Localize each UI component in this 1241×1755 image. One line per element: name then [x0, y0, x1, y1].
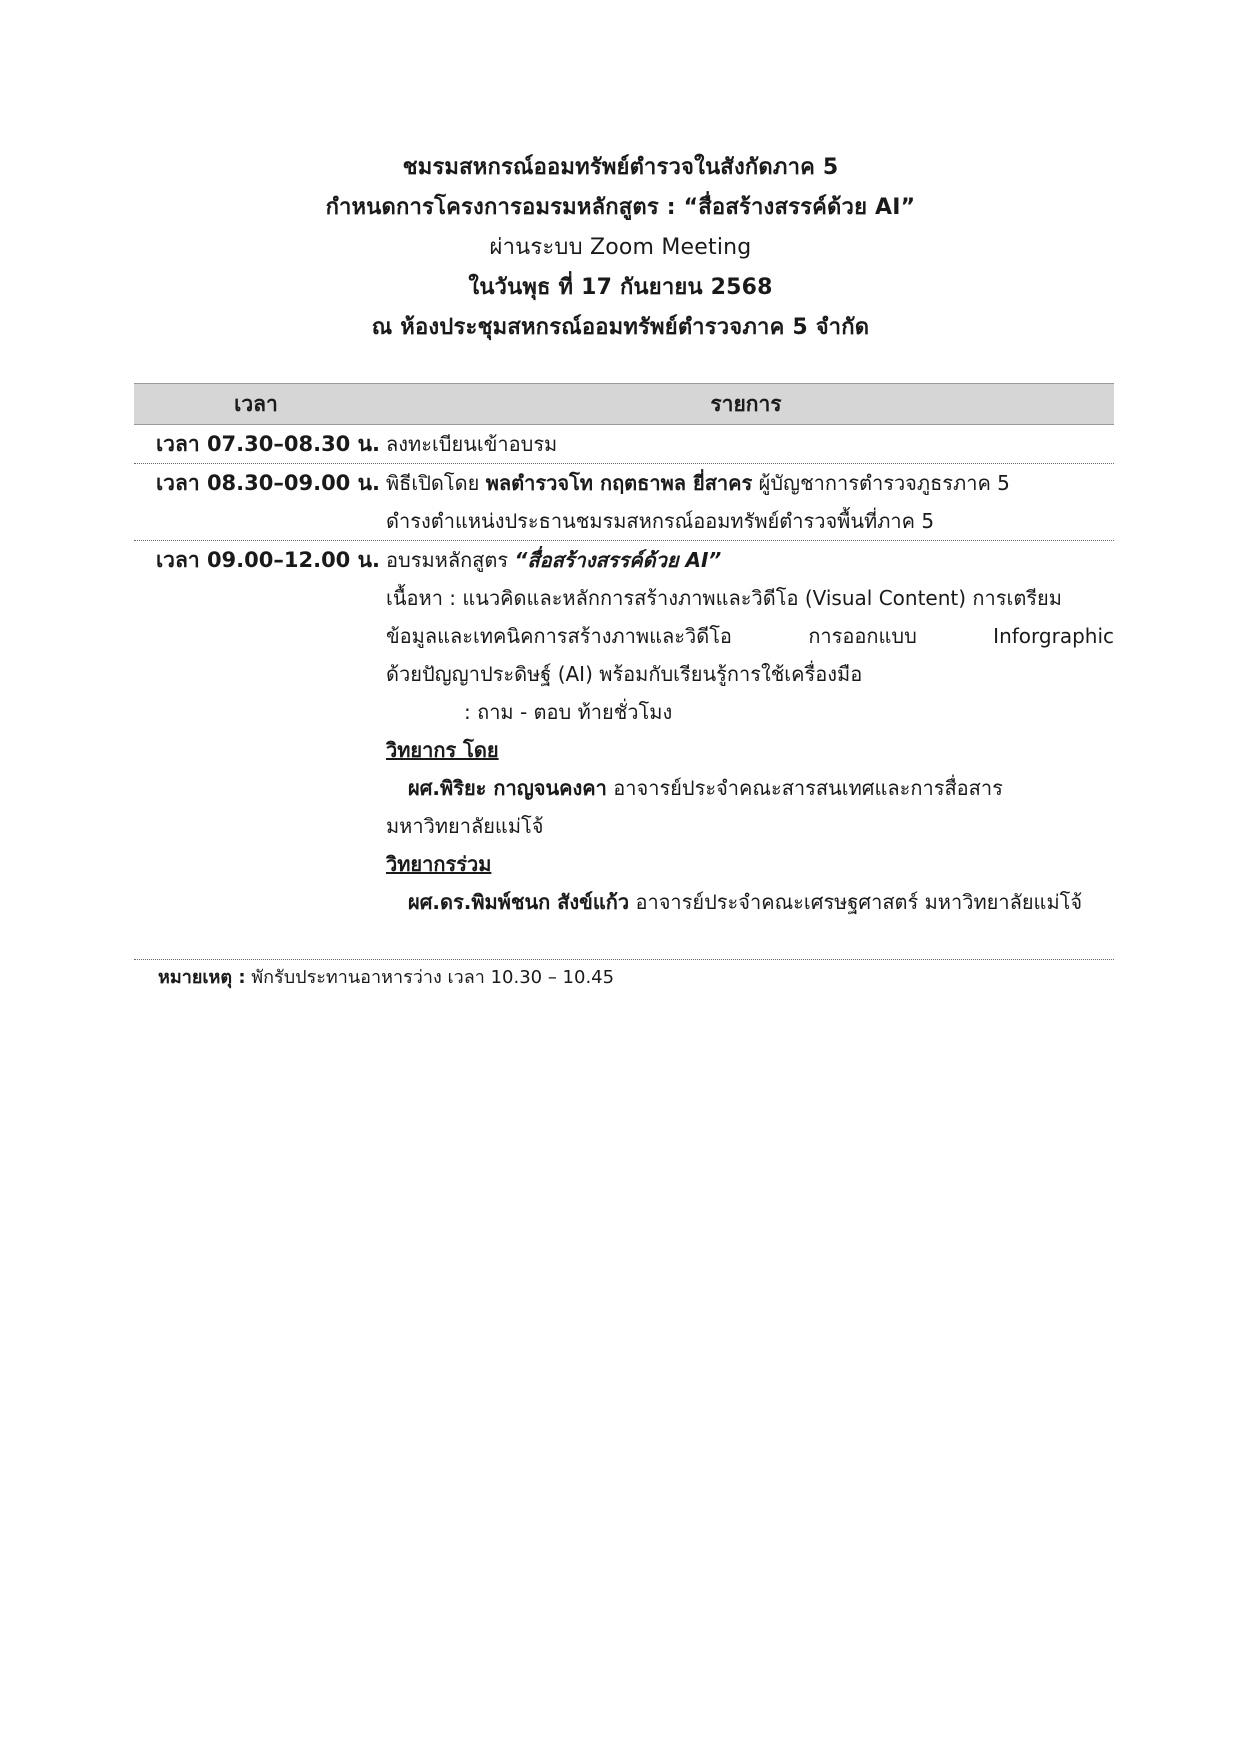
- footnote: [158, 962, 614, 991]
- course-line: [386, 541, 1114, 579]
- co-speaker-line: [386, 883, 1114, 921]
- speaker-label: วิทยากร โดย: [386, 738, 499, 762]
- co-speaker-name: ผศ.ดร.พิมพ์ชนก สังข์แก้ว: [408, 890, 630, 914]
- registration-text: ลงทะเบียนเข้าอบรม: [386, 432, 558, 456]
- row-time: เวลา 07.30–08.30 น.: [156, 432, 380, 456]
- row-item: [370, 541, 1114, 921]
- co-speaker-label: วิทยากรร่วม: [386, 852, 492, 876]
- speaker-line: [386, 769, 1114, 807]
- header-line-organization: ชมรมสหกรณ์ออมทรัพย์ตำรวจในสังกัดภาค 5: [402, 155, 839, 180]
- table-row: [134, 425, 1114, 464]
- table-header-row: [134, 383, 1114, 425]
- speaker-name: ผศ.พิริยะ กาญจนคงคา: [408, 776, 607, 800]
- co-speaker-title: อาจารย์ประจำคณะเศรษฐศาสตร์ มหาวิทยาลัยแม่โจ้: [629, 890, 1083, 914]
- speaker-title: อาจารย์ประจำคณะสารสนเทศและการสื่อสาร: [606, 776, 1003, 800]
- footnote-text: พักรับประทานอาหารว่าง เวลา 10.30 – 10.45: [245, 967, 615, 988]
- qa-line: : ถาม - ตอบ ท้ายชั่วโมง: [464, 700, 673, 724]
- header-line-venue: ณ ห้องประชุมสหกรณ์ออมทรัพย์ตำรวจภาค 5 จำกัด: [371, 315, 870, 340]
- header-line-program: กำหนดการโครงการอมรมหลักสูตร : “สื่อสร้างสรรค์ด้วย AI”: [325, 195, 916, 220]
- row-time: เวลา 09.00–12.00 น.: [156, 548, 380, 572]
- column-header-item: รายการ: [710, 391, 782, 416]
- course-name: “สื่อสร้างสรรค์ด้วย AI”: [514, 548, 722, 572]
- presider-position: ดำรงตำแหน่งประธานชมรมสหกรณ์ออมทรัพย์ตำรวจพื้นที่ภาค 5: [386, 509, 935, 533]
- header-line-platform: ผ่านระบบ Zoom Meeting: [489, 235, 752, 260]
- column-header-time: เวลา: [234, 391, 278, 416]
- row-time: เวลา 08.30–09.00 น.: [156, 471, 380, 495]
- opening-prefix: พิธีเปิดโดย: [386, 471, 486, 495]
- presider-name: พลตำรวจโท กฤตธาพล ยี่สาคร: [485, 471, 753, 495]
- speaker-label-line: [386, 731, 1114, 769]
- table-row: [134, 464, 1114, 541]
- content-line: ข้อมูลและเทคนิคการสร้างภาพและวิดีโอ การออกแบบ Inforgraphic: [386, 624, 1114, 648]
- row-item: [370, 464, 1114, 540]
- table-row: [134, 541, 1114, 960]
- schedule-table: [134, 383, 1114, 960]
- course-prefix: อบรมหลักสูตร: [386, 548, 515, 572]
- row-item: [370, 425, 1114, 463]
- co-speaker-label-line: [386, 845, 1114, 883]
- opening-ceremony-line: [386, 464, 1114, 502]
- content-line: เนื้อหา : แนวคิดและหลักการสร้างภาพและวิดีโอ (Visual Content) การเตรียม: [386, 586, 1062, 610]
- header-line-date: ในวันพุธ ที่ 17 กันยายน 2568: [468, 275, 773, 300]
- footnote-label: หมายเหตุ :: [158, 967, 246, 988]
- presider-title: ผู้บัญชาการตำรวจภูธรภาค 5: [752, 471, 1010, 495]
- document-header: [0, 148, 1241, 348]
- speaker-university: มหาวิทยาลัยแม่โจ้: [386, 814, 544, 838]
- content-line: ด้วยปัญญาประดิษฐ์ (AI) พร้อมกับเรียนรู้การใช้เครื่องมือ: [386, 662, 863, 686]
